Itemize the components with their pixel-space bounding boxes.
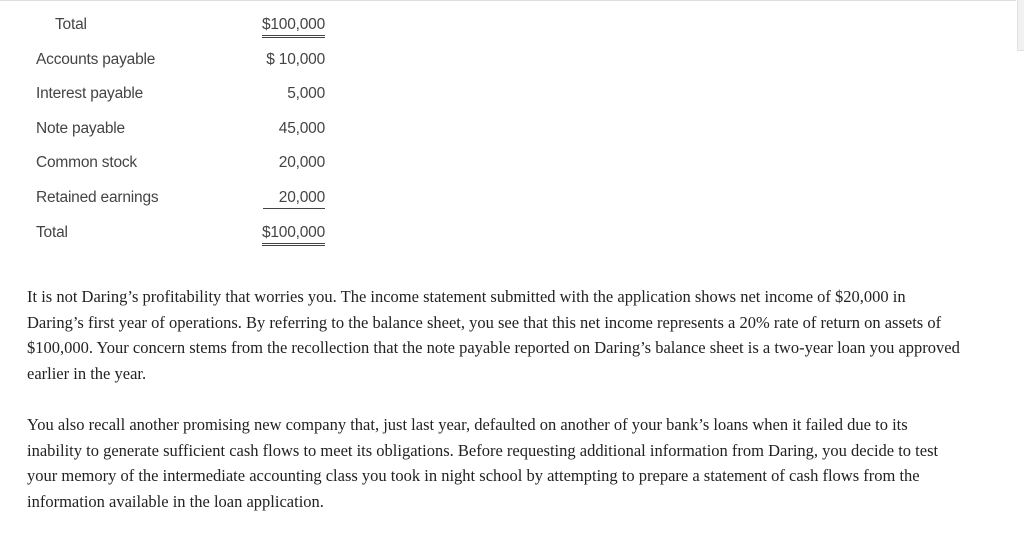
row-amount: 20,000 bbox=[263, 189, 325, 209]
table-row-total-assets bbox=[0, 7, 340, 42]
table-row-note-payable bbox=[0, 111, 340, 146]
row-amount: $ 10,000 bbox=[266, 50, 325, 68]
paragraph-1: It is not Daring’s profitability that worries you. The income statement submitted with the application shows net income of $20,000 in Daring’s first year of operations. By referring to the balance sheet, you see that this net income represents a 20% rate of return on assets of $100,000. Your concern stems from the recollection that the note payable reported on Daring’s balance sheet is a two-year loan you approved earlier in the year. bbox=[27, 287, 960, 383]
row-amount: $100,000 bbox=[262, 224, 325, 246]
top-divider bbox=[0, 0, 1016, 1]
row-amount: 20,000 bbox=[278, 154, 325, 172]
table-row-total-liabilities-equity bbox=[0, 215, 340, 250]
row-label: Accounts payable bbox=[36, 50, 156, 68]
paragraph-2: You also recall another promising new company that, just last year, defaulted on another of your bank’s loans when it failed due to its inability to generate sufficient cash flows to meet its obligations. Before requesting additional information from Daring, you decide to test your memory of the intermediate accounting class you took in night school by attempting to prepare a statement of cash flows from the information available in the loan application. bbox=[27, 415, 939, 511]
row-label: Total bbox=[55, 16, 87, 33]
scrollbar-edge[interactable] bbox=[1017, 0, 1024, 51]
table-row-common-stock bbox=[0, 145, 340, 180]
row-amount: 45,000 bbox=[278, 119, 325, 137]
narrative-text bbox=[27, 284, 962, 540]
row-label: Common stock bbox=[36, 154, 137, 172]
balance-sheet-table bbox=[0, 7, 340, 249]
row-label: Total bbox=[36, 223, 68, 241]
row-label: Retained earnings bbox=[36, 188, 159, 206]
table-row-interest-payable bbox=[0, 76, 340, 111]
row-amount: 5,000 bbox=[287, 85, 325, 103]
table-row-accounts-payable bbox=[0, 42, 340, 77]
row-amount: $100,000 bbox=[262, 16, 325, 38]
row-label: Interest payable bbox=[36, 85, 144, 103]
row-label: Note payable bbox=[36, 119, 125, 137]
table-row-retained-earnings bbox=[0, 180, 340, 215]
